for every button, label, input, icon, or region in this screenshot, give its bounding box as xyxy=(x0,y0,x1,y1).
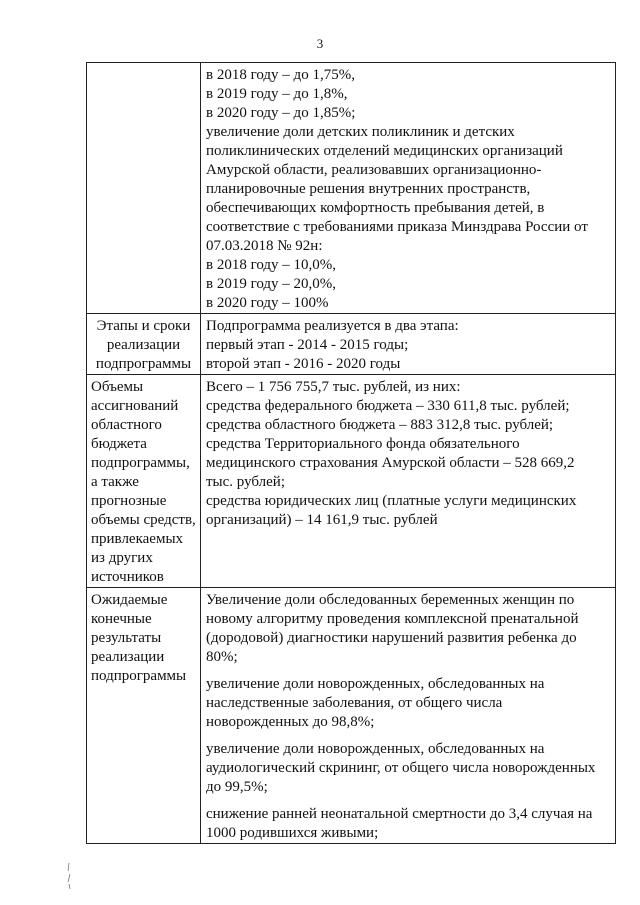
text-line: в 2020 году – 100% xyxy=(206,295,329,311)
text-line: тыс. рублей; xyxy=(206,474,285,490)
content-cell-indicators xyxy=(201,63,616,314)
text-line: второй этап - 2016 - 2020 годы xyxy=(206,356,401,372)
text-line: в 2018 году – 10,0%, xyxy=(206,257,337,273)
result-paragraph xyxy=(206,740,611,797)
text-line: наследственные заболевания, от общего числа xyxy=(206,695,503,711)
text-line: 1000 родившихся живыми; xyxy=(206,825,379,841)
subprogram-passport-table xyxy=(86,62,616,844)
text-line: до 99,5%; xyxy=(206,779,268,795)
text-line: новому алгоритму проведения комплексной пренатальной xyxy=(206,611,579,627)
text-line: увеличение доли детских поликлиник и детских xyxy=(206,124,515,140)
result-paragraph xyxy=(206,675,611,732)
text-line: в 2019 году – до 1,8%, xyxy=(206,86,348,102)
table-row-funding xyxy=(87,375,616,588)
text-line: новорожденных до 98,8%; xyxy=(206,714,375,730)
text-line: в 2019 году – 20,0%, xyxy=(206,276,337,292)
content-cell-results xyxy=(201,588,616,844)
scan-mark xyxy=(65,862,73,890)
text-line: увеличение доли новорожденных, обследованных на xyxy=(206,676,545,692)
text-line: средства Территориального фонда обязательного xyxy=(206,436,520,452)
text-line: первый этап - 2014 - 2015 годы; xyxy=(206,337,409,353)
table-row-indicators-continued xyxy=(87,63,616,314)
result-paragraph xyxy=(206,805,611,843)
text-line: медицинского страхования Амурской области – 528 669,2 xyxy=(206,455,575,471)
table-row-stages xyxy=(87,314,616,375)
text-line: средства федерального бюджета – 330 611,8 тыс. рублей; xyxy=(206,398,570,414)
text-line: планировочные решения внутренних пространств, xyxy=(206,181,531,197)
row-label xyxy=(87,63,200,66)
row-label: Ожидаемые конечные результаты реализации подпрограммы xyxy=(91,592,187,684)
table-row-expected-results xyxy=(87,588,616,844)
result-paragraph xyxy=(206,591,611,667)
text-line: увеличение доли новорожденных, обследованных на xyxy=(206,741,545,757)
text-line: 80%; xyxy=(206,649,238,665)
text-line: (дородовой) диагностики нарушений развития ребенка до xyxy=(206,630,577,646)
text-line: Увеличение доли обследованных беременных женщин по xyxy=(206,592,575,608)
page-number: 3 xyxy=(316,36,324,51)
text-line: Амурской области, реализовавших организационно- xyxy=(206,162,542,178)
text-line: обеспечивающих комфортность пребывания детей, в xyxy=(206,200,545,216)
text-line: поликлинических отделений медицинских организаций xyxy=(206,143,563,159)
label-cell-funding xyxy=(87,375,201,588)
text-line: в 2018 году – до 1,75%, xyxy=(206,67,355,83)
content-cell-stages xyxy=(201,314,616,375)
text-line: снижение ранней неонатальной смертности до 3,4 случая на xyxy=(206,806,593,822)
text-line: 07.03.2018 № 92н: xyxy=(206,238,323,254)
row-label: Этапы и сроки реализации подпрограммы xyxy=(95,318,192,372)
text-line: Подпрограмма реализуется в два этапа: xyxy=(206,318,459,334)
text-line: средства областного бюджета – 883 312,8 тыс. рублей; xyxy=(206,417,554,433)
text-line: соответствие с требованиями приказа Минздрава России от xyxy=(206,219,588,235)
label-cell-empty xyxy=(87,63,201,314)
text-line: аудиологический скрининг, от общего числа новорожденных xyxy=(206,760,596,776)
text-line: Всего – 1 756 755,7 тыс. рублей, из них: xyxy=(206,379,461,395)
label-cell-stages xyxy=(87,314,201,375)
label-cell-results xyxy=(87,588,201,844)
text-line: организаций) – 14 161,9 тыс. рублей xyxy=(206,512,438,528)
content-cell-funding xyxy=(201,375,616,588)
row-label: Объемы ассигнований областного бюджета подпрограммы, а также прогнозные объемы средств, привлекаемых из других источников xyxy=(91,379,196,585)
text-line: в 2020 году – до 1,85%; xyxy=(206,105,356,121)
text-line: средства юридических лиц (платные услуги медицинских xyxy=(206,493,577,509)
